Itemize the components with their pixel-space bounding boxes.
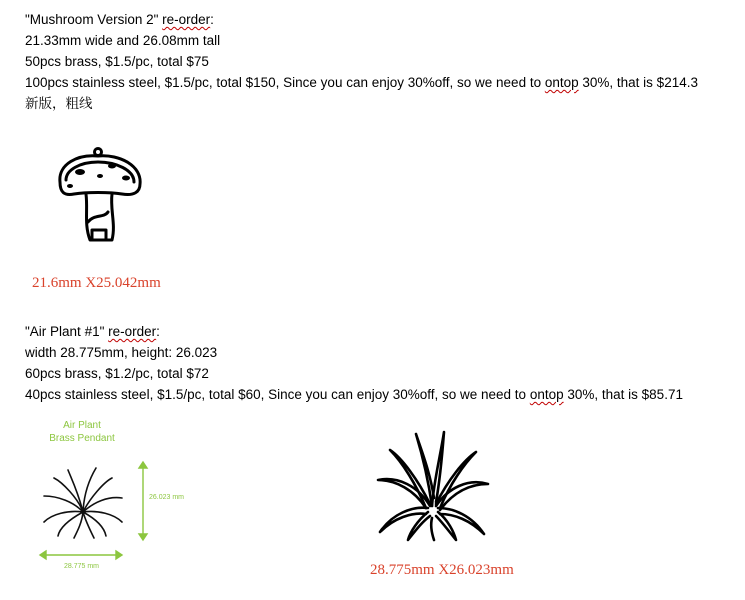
airplant-title: "Air Plant #1" re-order:	[25, 324, 160, 339]
spellcheck-word: ontop	[544, 75, 579, 90]
spellcheck-word: re-order	[162, 12, 211, 27]
mushroom-dimensions: 21.33mm wide and 26.08mm tall	[25, 33, 221, 48]
mushroom-pendant-drawing	[50, 142, 150, 252]
airplant-size-caption: 28.775mm X26.023mm	[370, 562, 514, 578]
mushroom-title: "Mushroom Version 2" re-order:	[25, 12, 214, 27]
mushroom-steel-line: 100pcs stainless steel, $1.5/pc, total $150, Since you can enjoy 30%off, so we need to ontop 30%, that is $214.3	[25, 75, 698, 90]
spellcheck-word: ontop	[529, 387, 564, 402]
airplant-dimensions: width 28.775mm, height: 26.023	[25, 345, 218, 360]
width-label: 28.775 mm	[64, 563, 100, 570]
airplant-steel-line: 40pcs stainless steel, $1.5/pc, total $60, Since you can enjoy 30%off, so we need to ontop 30%, that is $85.71	[25, 387, 683, 402]
diagram-title: Air Plant Brass Pendant	[49, 420, 115, 444]
mushroom-size-caption: 21.6mm X25.042mm	[32, 275, 161, 291]
height-dimension-arrow	[136, 462, 150, 540]
mushroom-brass-line: 50pcs brass, $1.5/pc, total $75	[25, 54, 209, 69]
airplant-brass-line: 60pcs brass, $1.2/pc, total $72	[25, 366, 209, 381]
height-label: 26.023 mm	[149, 494, 185, 501]
air-plant-sketch-small	[38, 462, 128, 542]
width-dimension-arrow	[40, 550, 122, 560]
spellcheck-word: re-order	[108, 324, 157, 339]
air-plant-pendant-drawing	[372, 428, 492, 543]
mushroom-chinese-note: 新版，粗线	[25, 96, 93, 111]
